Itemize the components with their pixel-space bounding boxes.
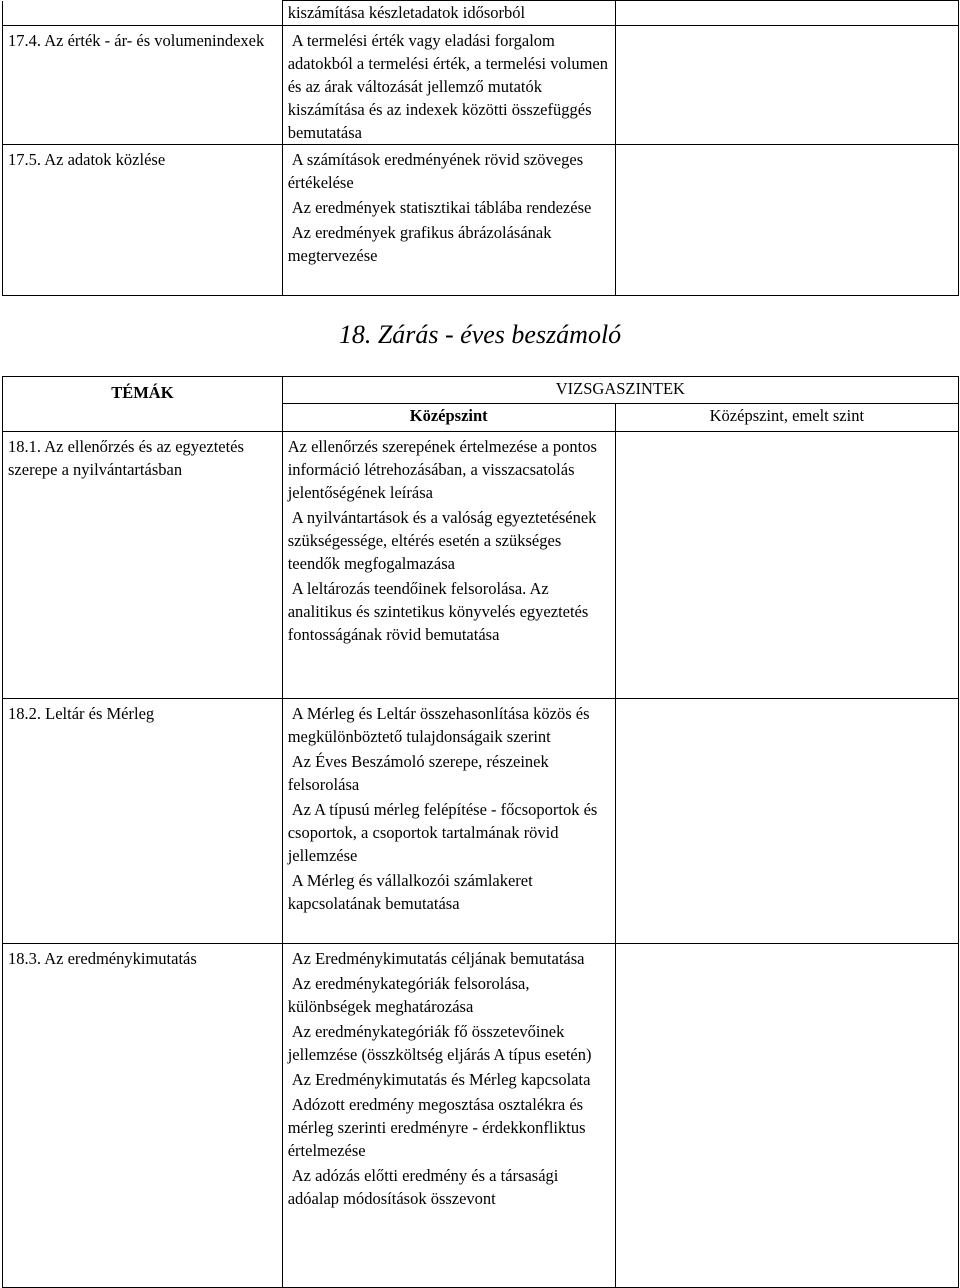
mid-level-cell — [282, 26, 615, 145]
requirement-item: Az eredmények grafikus ábrázolásának megtervezése — [287, 223, 552, 265]
requirement-item: A nyilvántartások és a valóság egyeztetésének szükségessége, eltérés esetén a szükséges teendők megfogalmazása — [287, 508, 597, 573]
requirement-item: Az Eredménykimutatás és Mérleg kapcsolata — [291, 1070, 591, 1089]
topic-cell: 18.2. Leltár és Mérleg — [3, 699, 283, 944]
column-header-advanced-level: Középszint, emelt szint — [615, 404, 958, 432]
table-row — [3, 26, 959, 145]
requirement-item: Az A típusú mérleg felépítése - főcsoportok és csoportok, a csoportok tartalmának rövid jellemzése — [287, 800, 598, 865]
topic-cell: 18.1. Az ellenőrzés és az egyeztetés szerepe a nyilvántartásban — [3, 432, 283, 699]
requirement-item: A Mérleg és Leltár összehasonlítása közös és megkülönböztető tulajdonságaik szerint — [287, 704, 590, 746]
table-row — [3, 432, 959, 699]
requirement-item: Az ellenőrzés szerepének értelmezése a pontos információ létrehozásában, a visszacsatolás jelentőségének leírása — [287, 437, 597, 502]
topic-cell: 18.3. Az eredménykimutatás — [3, 944, 283, 1288]
column-header-topics: TÉMÁK — [3, 377, 283, 432]
requirement-item: A számítások eredményének rövid szöveges értékelése — [287, 150, 584, 192]
curriculum-table-bottom — [2, 376, 959, 1288]
column-header-exam-levels: VIZSGASZINTEK — [282, 377, 958, 404]
requirement-item: Adózott eredmény megosztása osztalékra és mérleg szerinti eredményre - érdekkonfliktus értelmezése — [287, 1095, 586, 1160]
advanced-level-cell — [615, 944, 958, 1288]
requirement-item: Az adózás előtti eredmény és a társasági adóalap módosítások összevont — [287, 1166, 559, 1208]
requirement-item: kiszámítása készletadatok idősorból — [287, 3, 526, 22]
advanced-level-cell — [615, 699, 958, 944]
requirement-item: Az eredmények statisztikai táblába rendezése — [291, 198, 592, 217]
mid-level-cell — [282, 145, 615, 296]
requirement-item: Az Éves Beszámoló szerepe, részeinek felsorolása — [287, 752, 549, 794]
section-title: 18. Zárás - éves beszámoló — [338, 320, 622, 349]
advanced-level-cell — [615, 145, 958, 296]
curriculum-table-top — [2, 0, 959, 296]
topic-cell: 17.4. Az érték - ár- és volumenindexek — [3, 26, 283, 145]
mid-level-cell — [282, 699, 615, 944]
requirement-item: A leltározás teendőinek felsorolása. Az analitikus és szintetikus könyvelés egyeztetés fontosságának rövid bemutatása — [287, 579, 589, 644]
topic-cell: 17.5. Az adatok közlése — [3, 145, 283, 296]
table-row — [3, 944, 959, 1288]
table-row — [3, 699, 959, 944]
advanced-level-cell — [615, 1, 958, 26]
table-header-row — [3, 377, 959, 404]
requirement-item: Az eredménykategóriák fő összetevőinek jellemzése (összköltség eljárás A típus esetén) — [287, 1022, 592, 1064]
requirement-item: A termelési érték vagy eladási forgalom adatokból a termelési érték, a termelési volumen és az árak változását jellemző mutatók kiszámítása és az indexek közötti összefüggés bemutatása — [287, 31, 608, 142]
requirement-item: Az Eredménykimutatás céljának bemutatása — [291, 949, 585, 968]
requirement-item: Az eredménykategóriák felsorolása, különbségek meghatározása — [287, 974, 530, 1016]
advanced-level-cell — [615, 432, 958, 699]
mid-level-cell — [282, 1, 615, 26]
table-row — [3, 145, 959, 296]
topic-cell — [3, 1, 283, 26]
advanced-level-cell — [615, 26, 958, 145]
requirement-item: A Mérleg és vállalkozói számlakeret kapcsolatának bemutatása — [287, 871, 533, 913]
mid-level-cell — [282, 432, 615, 699]
table-row — [3, 1, 959, 26]
column-header-mid-level: Középszint — [282, 404, 615, 432]
mid-level-cell — [282, 944, 615, 1288]
